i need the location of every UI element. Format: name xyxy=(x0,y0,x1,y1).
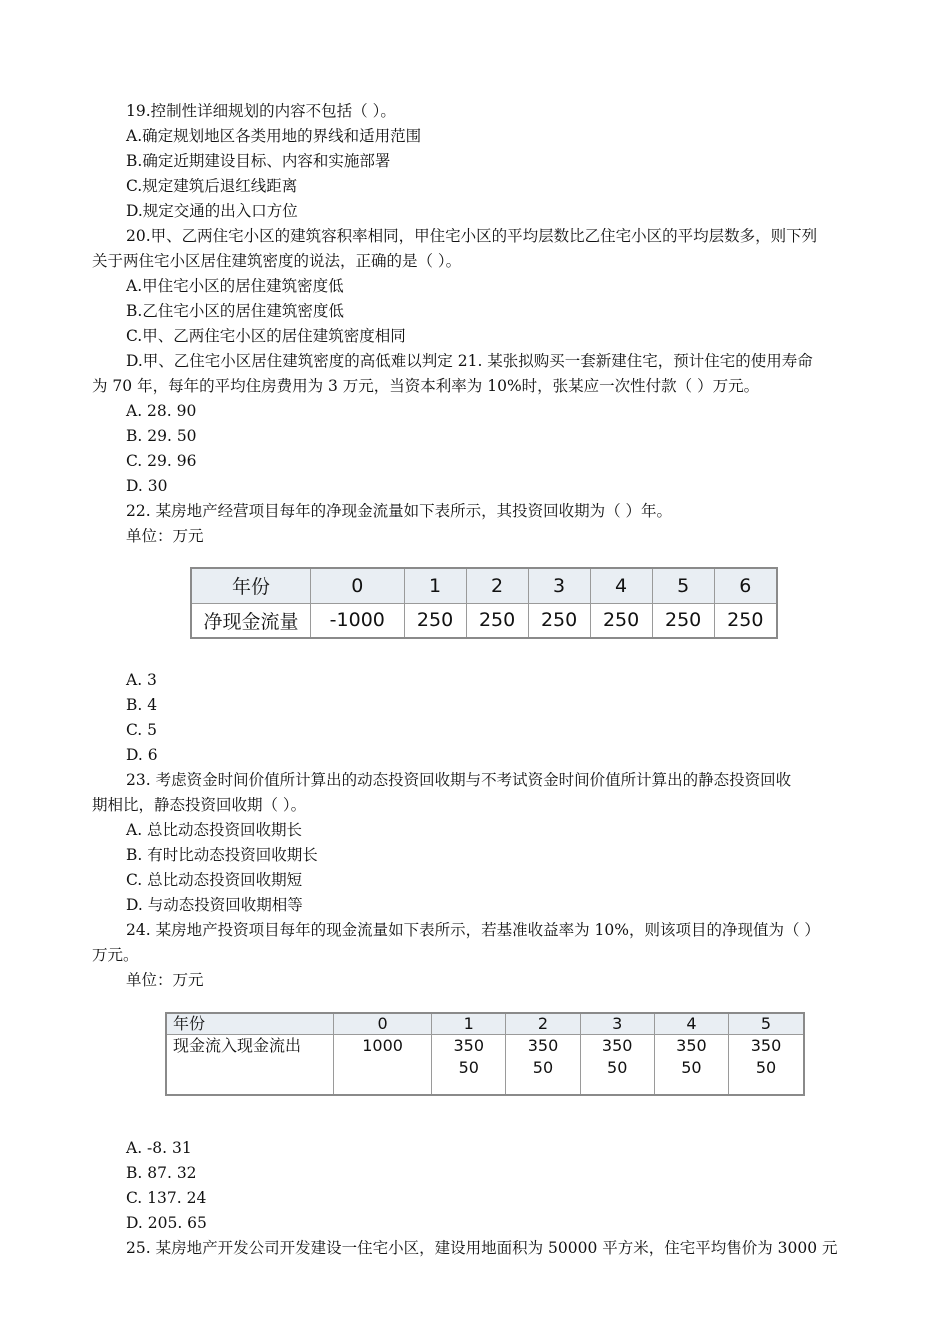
text-line: B. 有时比动态投资回收期长 xyxy=(126,846,318,864)
table-cell xyxy=(334,1035,432,1096)
table-cell: 3 xyxy=(580,1013,654,1035)
text-line: 25. 某房地产开发公司开发建设一住宅小区，建设用地面积为 50000 平方米，住宅平均售价为 3000 元 xyxy=(126,1239,838,1257)
text-line: D. 与动态投资回收期相等 xyxy=(126,896,303,914)
table-header-row xyxy=(166,1013,804,1035)
text-line: B.确定近期建设目标、内容和实施部署 xyxy=(126,152,391,170)
table-cell: 250 xyxy=(466,603,528,638)
text-line: 24. 某房地产投资项目每年的现金流量如下表所示，若基准收益率为 10%，则该项目的净现值为（ ） xyxy=(126,921,820,939)
text-line: 关于两住宅小区居住建筑密度的说法，正确的是（ ）。 xyxy=(92,252,462,270)
text-line: 期相比，静态投资回收期（ ）。 xyxy=(92,796,307,814)
text-line: B. 29. 50 xyxy=(126,427,197,445)
text-line: A.确定规划地区各类用地的界线和适用范围 xyxy=(126,127,422,145)
text-line: D. 6 xyxy=(126,746,158,764)
table-cell: 5 xyxy=(652,568,714,603)
cash-outflow: 50 xyxy=(755,1058,777,1077)
text-line: C.规定建筑后退红线距离 xyxy=(126,177,298,195)
table-cell: 年份 xyxy=(191,568,311,603)
cash-outflow: 50 xyxy=(458,1058,479,1077)
table-cell: 250 xyxy=(714,603,777,638)
text-line: A. 总比动态投资回收期长 xyxy=(126,821,303,839)
text-line: 单位：万元 xyxy=(126,527,204,545)
text-line: 为 70 年，每年的平均住房费用为 3 万元，当资本利率为 10%时，张某应一次性付款（ ）万元。 xyxy=(92,377,760,395)
table-cell xyxy=(432,1035,506,1096)
net-cash-flow-table xyxy=(190,567,778,639)
text-line: 23. 考虑资金时间价值所计算出的动态投资回收期与不考试资金时间价值所计算出的静态投资回收 xyxy=(126,771,792,789)
cash-outflow: 50 xyxy=(532,1058,554,1077)
text-line: 万元。 xyxy=(92,946,139,964)
table-cell: 2 xyxy=(466,568,528,603)
table-row xyxy=(166,1035,804,1096)
table-cell: 0 xyxy=(334,1013,432,1035)
text-line: B. 4 xyxy=(126,696,158,714)
text-line: D.规定交通的出入口方位 xyxy=(126,202,298,220)
table-cell: 250 xyxy=(528,603,590,638)
table-cell xyxy=(580,1035,654,1096)
cash-inflow: 350 xyxy=(750,1036,782,1055)
table-cell: 2 xyxy=(506,1013,580,1035)
table-cell xyxy=(506,1035,580,1096)
cash-outflow: 50 xyxy=(681,1058,702,1077)
table-cell: 4 xyxy=(590,568,652,603)
text-line: C.甲、乙两住宅小区的居住建筑密度相同 xyxy=(126,327,406,345)
cash-inflow: 350 xyxy=(453,1036,485,1055)
cash-inflow: 1000 xyxy=(362,1036,403,1055)
table-cell: 3 xyxy=(528,568,590,603)
table-cell: 1 xyxy=(432,1013,506,1035)
cash-flow-table xyxy=(165,1012,805,1096)
text-line: D.甲、乙住宅小区居住建筑密度的高低难以判定 21. 某张拟购买一套新建住宅，预计住宅的使用寿命 xyxy=(126,352,813,370)
text-line: 单位：万元 xyxy=(126,971,204,989)
text-line: B. 87. 32 xyxy=(126,1164,197,1182)
table-cell: 250 xyxy=(590,603,652,638)
text-line: C. 总比动态投资回收期短 xyxy=(126,871,303,889)
table-cell: 现金流入现金流出 xyxy=(166,1035,334,1096)
text-line: 22. 某房地产经营项目每年的净现金流量如下表所示，其投资回收期为（ ）年。 xyxy=(126,502,673,520)
text-line: A. 3 xyxy=(126,671,157,689)
table-header-row xyxy=(191,568,777,603)
text-line: C. 137. 24 xyxy=(126,1189,207,1207)
table-cell: 250 xyxy=(652,603,714,638)
table-cell: 5 xyxy=(729,1013,804,1035)
table-cell: 4 xyxy=(654,1013,728,1035)
text-line: D. 205. 65 xyxy=(126,1214,207,1232)
text-line: A. -8. 31 xyxy=(126,1139,192,1157)
cash-outflow: 50 xyxy=(607,1058,628,1077)
text-line: C. 5 xyxy=(126,721,158,739)
text-line: 20.甲、乙两住宅小区的建筑容积率相同，甲住宅小区的平均层数比乙住宅小区的平均层数多，则下列 xyxy=(126,227,818,245)
table-cell xyxy=(654,1035,728,1096)
table-row xyxy=(191,603,777,638)
cash-inflow: 350 xyxy=(676,1036,707,1055)
table-cell: -1000 xyxy=(311,603,405,638)
text-line: A. 28. 90 xyxy=(126,402,197,420)
table-cell: 净现金流量 xyxy=(191,603,311,638)
text-line: C. 29. 96 xyxy=(126,452,197,470)
cash-inflow: 350 xyxy=(527,1036,559,1055)
text-line: A.甲住宅小区的居住建筑密度低 xyxy=(126,277,344,295)
text-line: 19.控制性详细规划的内容不包括（ ）。 xyxy=(126,102,396,120)
table-cell: 1 xyxy=(404,568,466,603)
table-cell: 年份 xyxy=(166,1013,334,1035)
cash-inflow: 350 xyxy=(601,1036,633,1055)
table-cell xyxy=(729,1035,804,1096)
table-cell: 6 xyxy=(714,568,777,603)
text-line: D. 30 xyxy=(126,477,168,495)
table-cell: 250 xyxy=(404,603,466,638)
text-line: B.乙住宅小区的居住建筑密度低 xyxy=(126,302,344,320)
table-cell: 0 xyxy=(311,568,405,603)
